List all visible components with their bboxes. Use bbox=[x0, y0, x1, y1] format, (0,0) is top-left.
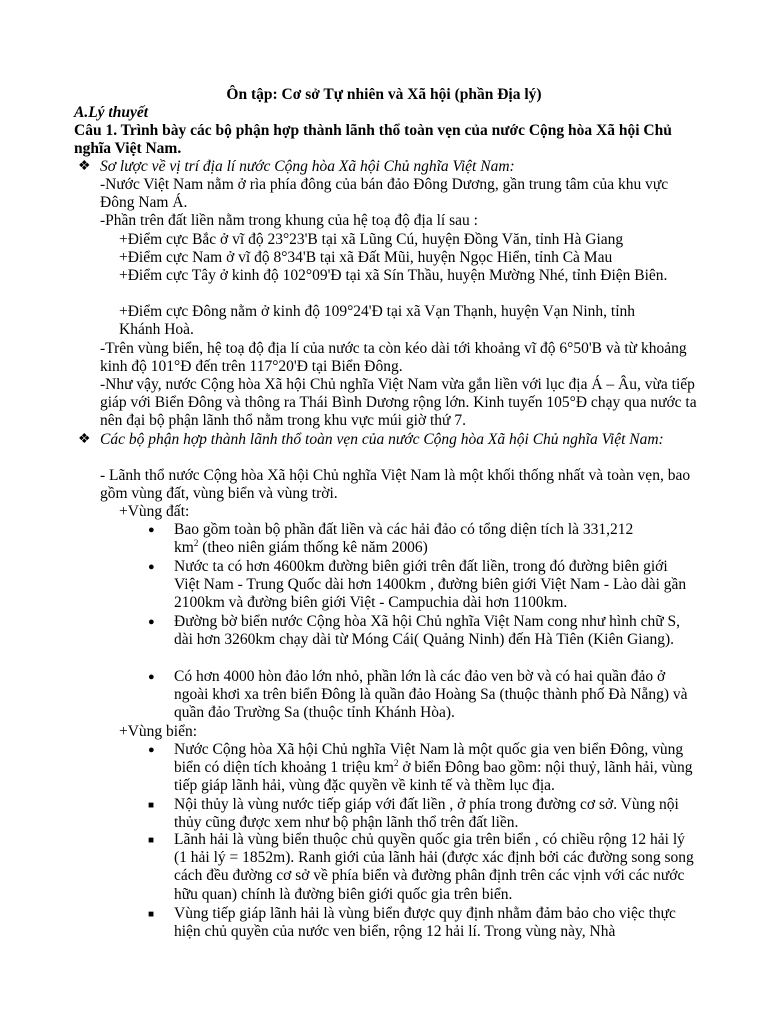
land-bullet-1-unit: km bbox=[174, 539, 194, 557]
diamond-bullet-icon: ❖ bbox=[78, 432, 91, 447]
sea-bullet-1-rest: ở biển Đông bao gồm: nội thuỷ, lãnh hải, vùng tiếp giáp lãnh hải, vùng đặc quyền về kinh tế và thềm lục địa. bbox=[174, 759, 693, 795]
land-bullet-4: Có hơn 4000 hòn đảo lớn nhỏ, phần lớn là các đảo ven bờ và có hai quần đảo ở ngoài khơi xa trên biển Đông là quần đảo Hoàng Sa (thuộc thành phố Đà Nẵng) và quần đảo Trường Sa (thuộc tỉnh Khánh Hòa). bbox=[174, 668, 688, 722]
bullet-icon: ● bbox=[148, 561, 155, 573]
west-point bbox=[119, 267, 700, 285]
sea-bullet-1 bbox=[174, 741, 696, 796]
sea-sub-3: Vùng tiếp giáp lãnh hải là vùng biển được quy định nhằm đảm bảo cho việc thực hiện chủ quyền của nước ven biển, rộng 12 hải lí. Trong vùng này, Nhà bbox=[174, 905, 676, 941]
land-bullet-1-note: (theo niên giám thống kê năm 2006) bbox=[198, 539, 428, 557]
point2-heading: Các bộ phận hợp thành lãnh thổ toàn vẹn của nước Cộng hòa Xã hội Chủ nghĩa Việt Nam: bbox=[100, 431, 664, 448]
land-bullet-3: Đường bờ biển nước Cộng hòa Xã hội Chủ nghĩa Việt Nam cong như hình chữ S, dài hơn 3260km chạy dài từ Móng Cái( Quảng Ninh) đến Hà Tiên (Kiên Giang). bbox=[174, 613, 680, 649]
north-point: +Điểm cực Bắc ở vĩ độ 23°23'B tại xã Lũng Cú, huyện Đồng Văn, tỉnh Hà Giang bbox=[119, 231, 624, 248]
sea-sub-1: Nội thủy là vùng nước tiếp giáp với đất liền , ở phía trong đường cơ sở. Vùng nội thủy cũng được xem như bộ phận lãnh thổ trên đất liền. bbox=[174, 796, 679, 832]
square-bullet-icon: ■ bbox=[148, 909, 155, 920]
east-point-text: +Điểm cực Đông nằm ở kinh độ 109°24'Đ tại xã Vạn Thạnh, huyện Vạn Ninh, tỉnh Khánh Hoà. bbox=[119, 303, 636, 339]
point1-heading: Sơ lược về vị trí địa lí nước Cộng hòa Xã hội Chủ nghĩa Việt Nam: bbox=[100, 158, 515, 175]
point1-paragraph-1: -Nước Việt Nam nằm ở rìa phía đông của bán đảo Đông Dương, gần trung tâm của khu vực Đông Nam Á. bbox=[100, 176, 669, 212]
sea-label: +Vùng biển: bbox=[119, 723, 198, 740]
sea-sub-2: Lãnh hải là vùng biển thuộc chủ quyền quốc gia trên biển , có chiều rộng 12 hải lý (1 hải lý = 1852m). Ranh giới của lãnh hải (được xác định bởi các đường song song cách đều đường cơ sở về phía biển và đường phân định trên các vịnh với các nước hữu quan) chính là đường biên giới quốc gia trên biển. bbox=[174, 831, 694, 903]
west-point-text: +Điểm cực Tây ở kinh độ 102°09'Đ tại xã Sín Thầu, huyện Mường Nhé, tỉnh Điện Biên. bbox=[119, 267, 668, 284]
land-bullet-1 bbox=[174, 521, 696, 557]
square-bullet-icon: ■ bbox=[148, 800, 155, 811]
point1-paragraph-2: -Phần trên đất liền nằm trong khung của hệ toạ độ địa lí sau : bbox=[100, 212, 478, 229]
document-title: Ôn tập: Cơ sở Tự nhiên và Xã hội (phần Địa lý) bbox=[226, 86, 542, 103]
diamond-bullet-icon: ❖ bbox=[78, 159, 91, 174]
question-heading: Câu 1. Trình bày các bộ phận hợp thành lãnh thổ toàn vẹn của nước Cộng hòa Xã hội Chủ nghĩa Việt Nam. bbox=[74, 122, 672, 158]
point2-paragraph-1: - Lãnh thổ nước Cộng hòa Xã hội Chủ nghĩa Việt Nam là một khối thống nhất và toàn vẹn, bao gồm vùng đất, vùng biển và vùng trời. bbox=[100, 467, 691, 503]
land-bullet-1-sup: 2 bbox=[193, 538, 199, 549]
sea-bullet-1-text: Nước Cộng hòa Xã hội Chủ nghĩa Việt Nam là một quốc gia ven biển Đông, vùng biển có diện tích khoảng 1 triệu km bbox=[174, 741, 684, 777]
section-heading: A.Lý thuyết bbox=[74, 104, 149, 121]
sea-bullet-1-sup: 2 bbox=[393, 758, 399, 769]
bullet-icon: ● bbox=[148, 524, 155, 536]
bullet-icon: ● bbox=[148, 616, 155, 628]
square-bullet-icon: ■ bbox=[148, 835, 155, 846]
south-point: +Điểm cực Nam ở vĩ độ 8°34'B tại xã Đất Mũi, huyện Ngọc Hiển, tỉnh Cà Mau bbox=[119, 249, 613, 266]
bullet-icon: ● bbox=[148, 671, 155, 683]
land-label: +Vùng đất: bbox=[119, 503, 190, 520]
point1-paragraph-4: -Như vậy, nước Cộng hòa Xã hội Chủ nghĩa Việt Nam vừa gắn liền với lục địa Á – Âu, vừa tiếp giáp với Biển Đông và thông ra Thái Bình Dương rộng lớn. Kinh tuyến 105°Đ chạy qua nước ta nên đại bộ phận lãnh thổ nằm trong khu vực múi giờ thứ 7. bbox=[100, 376, 697, 430]
point1-paragraph-3: -Trên vùng biển, hệ toạ độ địa lí của nước ta còn kéo dài tới khoảng vĩ độ 6°50'B và từ khoảng kinh độ 101°Đ đến trên 117°20'Đ tại Biển Đông. bbox=[100, 340, 687, 376]
bullet-icon: ● bbox=[148, 744, 155, 756]
land-bullet-1-text: Bao gồm toàn bộ phần đất liền và các hải đảo có tổng diện tích là 331,212 bbox=[174, 521, 634, 538]
east-point bbox=[119, 303, 700, 339]
land-bullet-2: Nước ta có hơn 4600km đường biên giới trên đất liền, trong đó đường biên giới Việt Nam - Trung Quốc dài hơn 1400km , đường biên giới Việt Nam - Lào dài gần 2100km và đường biên giới Việt - Campuchia dài hơn 1100km. bbox=[174, 558, 687, 612]
